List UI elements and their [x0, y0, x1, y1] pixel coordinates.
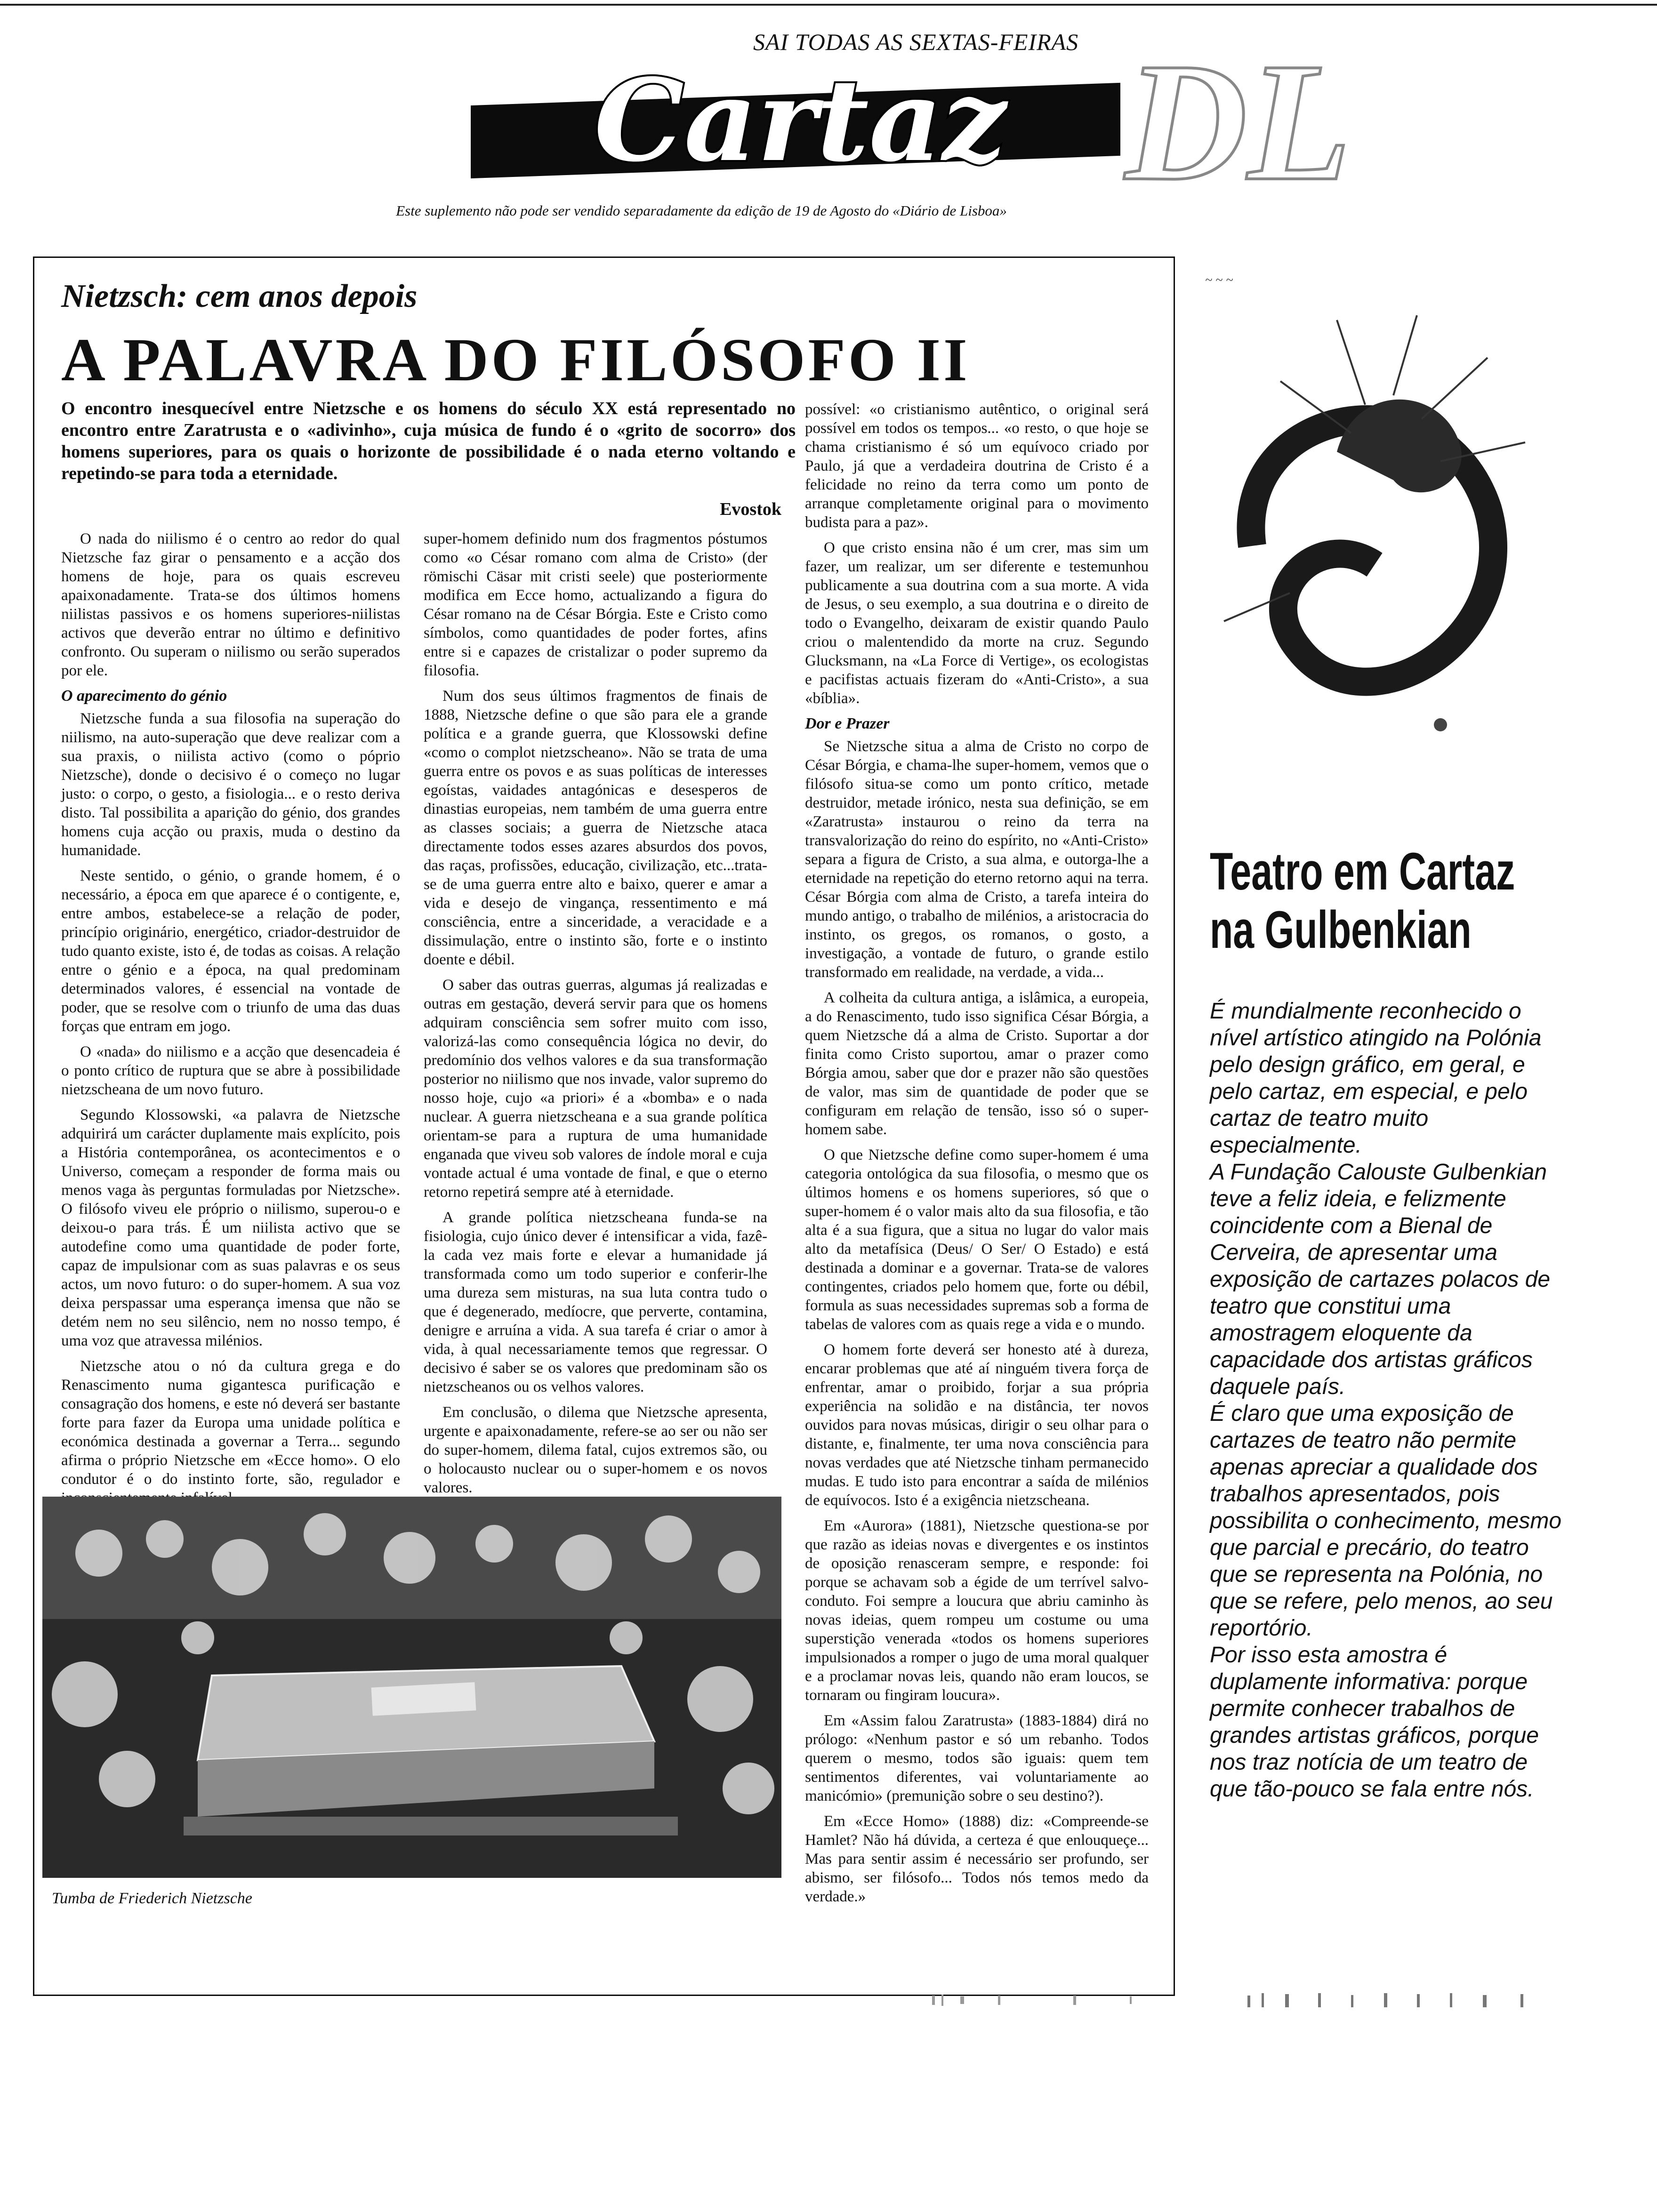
paragraph: Em «Assim falou Zaratrusta» (1883-1884) dirá no prólogo: «Nenhum pastor e só um rebanho. Todos querem o mesmo, todos são iguais: quem tem sentimentos diferentes, vai voluntariamente ao manicómio» (premunição sobre o seu destino?). — [805, 1712, 1149, 1804]
illustration-signature: ~ ~ ~ — [1205, 273, 1233, 288]
paragraph: É mundialmente reconhecido o nível artístico atingido na Polónia pelo design gráfico, em geral, e pelo cartaz, em especial, e pelo cartaz de teatro muito especialmente. — [1210, 999, 1542, 1158]
paragraph: É claro que uma exposição de cartazes de teatro não permite apenas apreciar a qualidade dos trabalhos apresentados, pois possibilita o conhecimento, mesmo que parcial e precário, do teatro que se representa na Polónia, no que se refere, pelo menos, ao seu reportório. — [1210, 1401, 1562, 1641]
article-column-1 — [61, 529, 400, 1581]
masthead-tagline: SAI TODAS AS SEXTAS-FEIRAS — [753, 29, 1079, 55]
paragraph: A Fundação Calouste Gulbenkian teve a feliz ideia, e felizmente coincidente com a Bienal de Cerveira, de apresentar uma exposição de cartazes polacos de teatro que constitui uma amostragem eloquente da capacidade dos artistas gráficos daquele país. — [1210, 1160, 1551, 1399]
svg-text:Cartaz: Cartaz — [594, 54, 1006, 187]
photo-caption: Tumba de Friederich Nietzsche — [52, 1890, 252, 1907]
sidebar-headline-line1: Teatro em Cartaz — [1210, 842, 1515, 901]
paragraph: O «nada» do niilismo e a acção que desencadeia é o ponto crítico de ruptura que se abre à possibilidade nietzscheana de um novo futuro. — [61, 1043, 400, 1098]
sidebar-headline — [1210, 842, 1515, 959]
article-lead: O encontro inesquecível entre Nietzsche e os homens do século XX está representado no encontro entre Zaratrusta e o «adivinho», cuja música de fundo é o «grito de socorro» dos homens superiores, para os quais o horizonte de possibilidade é o nada eterno voltando e repetindo-se para toda a eternidade. — [61, 399, 796, 483]
paragraph: Por isso esta amostra é duplamente informativa: porque permite conhecer trabalhos de grandes artistas gráficos, porque nos traz notícia de um teatro de que tão-pouco se fala entre nós. — [1210, 1643, 1539, 1802]
paragraph: O homem forte deverá ser honesto até à dureza, encarar problemas que até aí ninguém tivera força de enfrentar, amar o proibido, forjar a sua própria experiência na solidão e na distância, ter novos ouvidos para novas músicas, dirigir o seu olhar para o distante, e, finalmente, ter uma nova consciência para novas verdades que até Nietzsche tinham permanecido mudas. E tudo isto para encontrar a saída de milénios de equívocos. Isto é a exigência nietzscheana. — [805, 1341, 1149, 1509]
paragraph: Nietzsche funda a sua filosofia na superação do niilismo, na auto-superação que deve realizar com a sua praxis, o niilista activo (como o póprio Nietzsche), donde o decisivo é o começo no lugar justo: o corpo, o gesto, a fisiologia... e o resto deriva disto. Tal possibilita a aparição do génio, dos grandes homens cuja acção ou praxis, muda o destino da humanidade. — [61, 710, 400, 859]
paragraph: Se Nietzsche situa a alma de Cristo no corpo de César Bórgia, e chama-lhe super-homem, vemos que o filósofo situa-se como um ponto crítico, metade destruidor, metade irónico, nesta sua definição, se em «Zaratrusta» instaurou o reino da terra na transvalorização do reino do espírito, no «Anti-Cristo» separa a figura de Cristo, a sua alma, e outorga-lhe a eternidade na repetição do eterno retorno aqui na terra. César Bórgia com alma de Cristo, a tarefa inteira do mundo antigo, o trabalho de milénios, a aristocracia do instinto, os gregos, os romanos, o gosto, a investigação, a vontade de futuro, o grande estilo transformado em realidade, na verdade, a vida... — [805, 738, 1149, 981]
paragraph: super-homem definido num dos fragmentos póstumos como «o César romano com alma de Cristo» (der römischi Cäsar mit cristi seele) que posteriormente modifica em Ecce homo, actualizando a figura do César romano na de César Bórgia. Este e Cristo como símbolos, como quantidades de poder fortes, afins entre si e capazes de cristalizar o poder supremo da filosofia. — [424, 530, 767, 679]
paragraph: Nietzsche atou o nó da cultura grega e do Renascimento numa gigantesca purificação e consagração dos homens, e este nó deverá ser bastante forte para fazer da Europa uma unidade política e económica destinada a governar a Terra... segundo afirma o próprio Nietzsche em «Ecce homo». O elo condutor é o do instinto forte, são, regulador e — [61, 1358, 400, 1488]
masthead-note: Este suplemento não pode ser vendido separadamente da edição de 19 de Agosto do «Diário de Lisboa» — [396, 202, 1007, 219]
article-column-2 — [424, 529, 767, 1586]
article-column-3 — [805, 400, 1149, 1913]
sidebar-body — [1210, 998, 1568, 1803]
paragraph: A grande política nietzscheana funda-se na fisiologia, cujo único dever é intensificar a vida, fazê-la cada vez mais forte e elevar a humanidade já transformada como um todo superior e conferir-lhe uma dureza sem misturas, na sua luta contra tudo o que é degenerado, medíocre, que perverte, contamina, denigre e arruína a vida. A sua tarefa é criar o amor à vida, à qual necessariamente temos que regressar. O decisivo é saber se os valores que predominam são os nietzscheanos ou os velhos valores. — [424, 1209, 767, 1395]
paragraph: Em conclusão, o dilema que Nietzsche apresenta, urgente e apaixonadamente, refere-se ao ser ou não ser do super-homem, dilema fatal, cujos extremos são, ou o holocausto nuclear ou o super-homem e os novos valores. — [424, 1404, 767, 1496]
article-headline: A PALAVRA DO FILÓSOFO II — [61, 326, 970, 394]
dl-brand-mark — [1073, 24, 1403, 221]
cartaz-logo — [541, 49, 1059, 191]
paragraph: Em «Aurora» (1881), Nietzsche questiona-se por que razão as ideias novas e divergentes e os instintos de oposição renasceram sempre, e responde: foi porque se achavam sob a égide de um terrível salvo-conduto. Foi sempre a loucura que abriu caminho às novas ideias, quem rompeu um costume ou uma superstição venerada «todos os homens superiores impulsionados a romper o jugo de uma moral qualquer e a proclamar novas leis, quando não eram loucos, se tornaram ou fingiram loucura». — [805, 1517, 1149, 1704]
paragraph: O nada do niilismo é o centro ao redor do qual Nietzsche faz girar o pensamento e a acção dos homens de hoje, para os quais escreveu apaixonadamente. Trata-se dos últimos homens niilistas passivos e os homens superiores-niilistas activos que deverão entrar no último e definitivo confronto. Ou superam o niilismo ou serão superados por ele. — [61, 530, 400, 679]
paragraph: O saber das outras guerras, algumas já realizadas e outras em gestação, deverá servir para que os homens adquiram consciência sem sofrer muito com isso, valorizá-las como consequência lógica no devir, do predomínio dos velhos valores e da sua transformação posterior no niilismo que nos invade, valor supremo do nosso hoje, cujo «a priori» é a «bomba» e o nada nuclear. A guerra nietzscheana e a sua grande política orientam-se para a ruptura de uma humanidade enganada que viveu sob valores de índole moral e cuja vontade actual é uma vontade de final, e que o eterno retorno repetirá sempre até à eternidade. — [424, 977, 767, 1201]
article-kicker: Nietzsch: cem anos depois — [61, 278, 418, 314]
paragraph: O que cristo ensina não é um crer, mas sim um fazer, um realizar, um ser diferente e testemunhou publicamente a sua doutrina com a sua morte. A vida de Jesus, o seu exemplo, a sua doutrina e o direito de todo o Evangelho, deixaram de existir quando Paulo criou o malentendido da morte na cruz. Segundo Glucksmann, na «La Force di Vertige», os ecologistas e pacifistas actuais fizeram do «Anti-Cristo», a sua «bíblia». — [805, 539, 1149, 707]
scan-artifact — [932, 1991, 1149, 2010]
tomb-photo — [42, 1497, 781, 1878]
paragraph: possível: «o cristianismo autêntico, o original será possível em todos os tempos... «o resto, o que hoje se chama cristianismo é só um equívoco criado por Paulo, já que a verdadeira doutrina de Cristo é a felicidade no reino da terra como um ponto de arranque completamente original para o movimento budista para a paz». — [805, 401, 1149, 531]
poster-illustration — [1196, 264, 1563, 814]
scan-artifact — [1247, 1988, 1553, 2012]
top-rule — [0, 4, 1657, 6]
paragraph: Segundo Klossowski, «a palavra de Nietzsche adquirirá um carácter duplamente mais explícito, pois a História contemporânea, os acontecimentos e o Universo, começam a responder de forma mais ou menos vaga às perguntas formuladas por Nietzsche». O filósofo viveu ele próprio o niilismo, superou-o e deixou-o para trás. É um niilista activo que se autodefine como uma quantidade de poder forte, capaz de impulsionar com as suas palavras e os seus actos, um novo futuro: o do super-homem. A sua voz deixa perspassar uma esperança imensa que não se detém nem no seu silêncio, nem no nosso tempo, é uma voz que atravessa milénios. — [61, 1106, 400, 1349]
paragraph: Num dos seus últimos fragmentos de finais de 1888, Nietzsche define o que são para ele a grande política e a grande guerra, que Klossowski define «como o complot nietzscheano». Não se trata de uma guerra entre os povos e as suas políticas de interesses egoístas, vaidades antagónicas e desesperos de dinastias europeias, nem também de uma guerra entre as classes sociais; a guerra de Nietzsche ataca directamente todos esses azares absurdos dos povos, das raças, profissões, educação, civilização, etc...trata-se de uma guerra entre alto e baixo, querer e amar a vida e desejo de vingança, ressentimento e má consciência, entre a sinceridade, a veracidade e a dissimulação, entre o instinto são, forte e o instinto doente e débil. — [424, 688, 767, 968]
section-heading: O aparecimento do génio — [61, 687, 227, 705]
article-byline: Evostok — [720, 499, 781, 519]
sidebar-headline-line2: na Gulbenkian — [1210, 900, 1472, 959]
paragraph: O que Nietzsche define como super-homem é uma categoria ontológica da sua filosofia, o mesmo que os últimos homens e os homens superiores, só que o super-homem é o valor mais alto da sua filosofia, e tão alta é a sua figura, que a situa no lugar do valor mais alto da metafísica (Deus/ O Ser/ O Estado) e está destinada a dominar e a governar. Trata-se de valores contingentes, criados pelo homem que, forte ou débil, formula as suas necessidades supremas sob a forma de tabelas de valores com as quais rege a vida e o mundo. — [805, 1146, 1149, 1333]
section-heading: Dor e Prazer — [805, 715, 890, 732]
paragraph: A colheita da cultura antiga, a islâmica, a europeia, a do Renascimento, tudo isso significa César Bórgia, a quem Nietzsche dá a alma de Cristo. Suportar a dor finita como Cristo suportou, amar o prazer como Bórgia amou, saber que dor e prazer não são questões de valor, mas sim de quantidade de poder que se configuram em relação de tensão, isso só o super-homem sabe. — [805, 989, 1149, 1138]
svg-text:DL: DL — [1125, 28, 1351, 216]
paragraph: Neste sentido, o génio, o grande homem, é o necessário, a época em que aparece é o contigente, e, entre ambos, estabelece-se a relação de poder, princípio originário, energético, criador-destruidor de tudo quanto existe, isto é, de todas as coisas. A relação entre o génio e a época, na qual predominam determinados valores, é essencial na vontade de poder, que se resolve com o triunfo de uma das duas forças que entram em jogo. — [61, 867, 400, 1035]
paragraph: Em «Ecce Homo» (1888) diz: «Compreende-se Hamlet? Não há dúvida, a certeza é que enlouqueçe... Mas para sentir assim é necessário ser profundo, ser abismo, ser filósofo... Todos nós temos medo da verdade.» — [805, 1813, 1149, 1905]
